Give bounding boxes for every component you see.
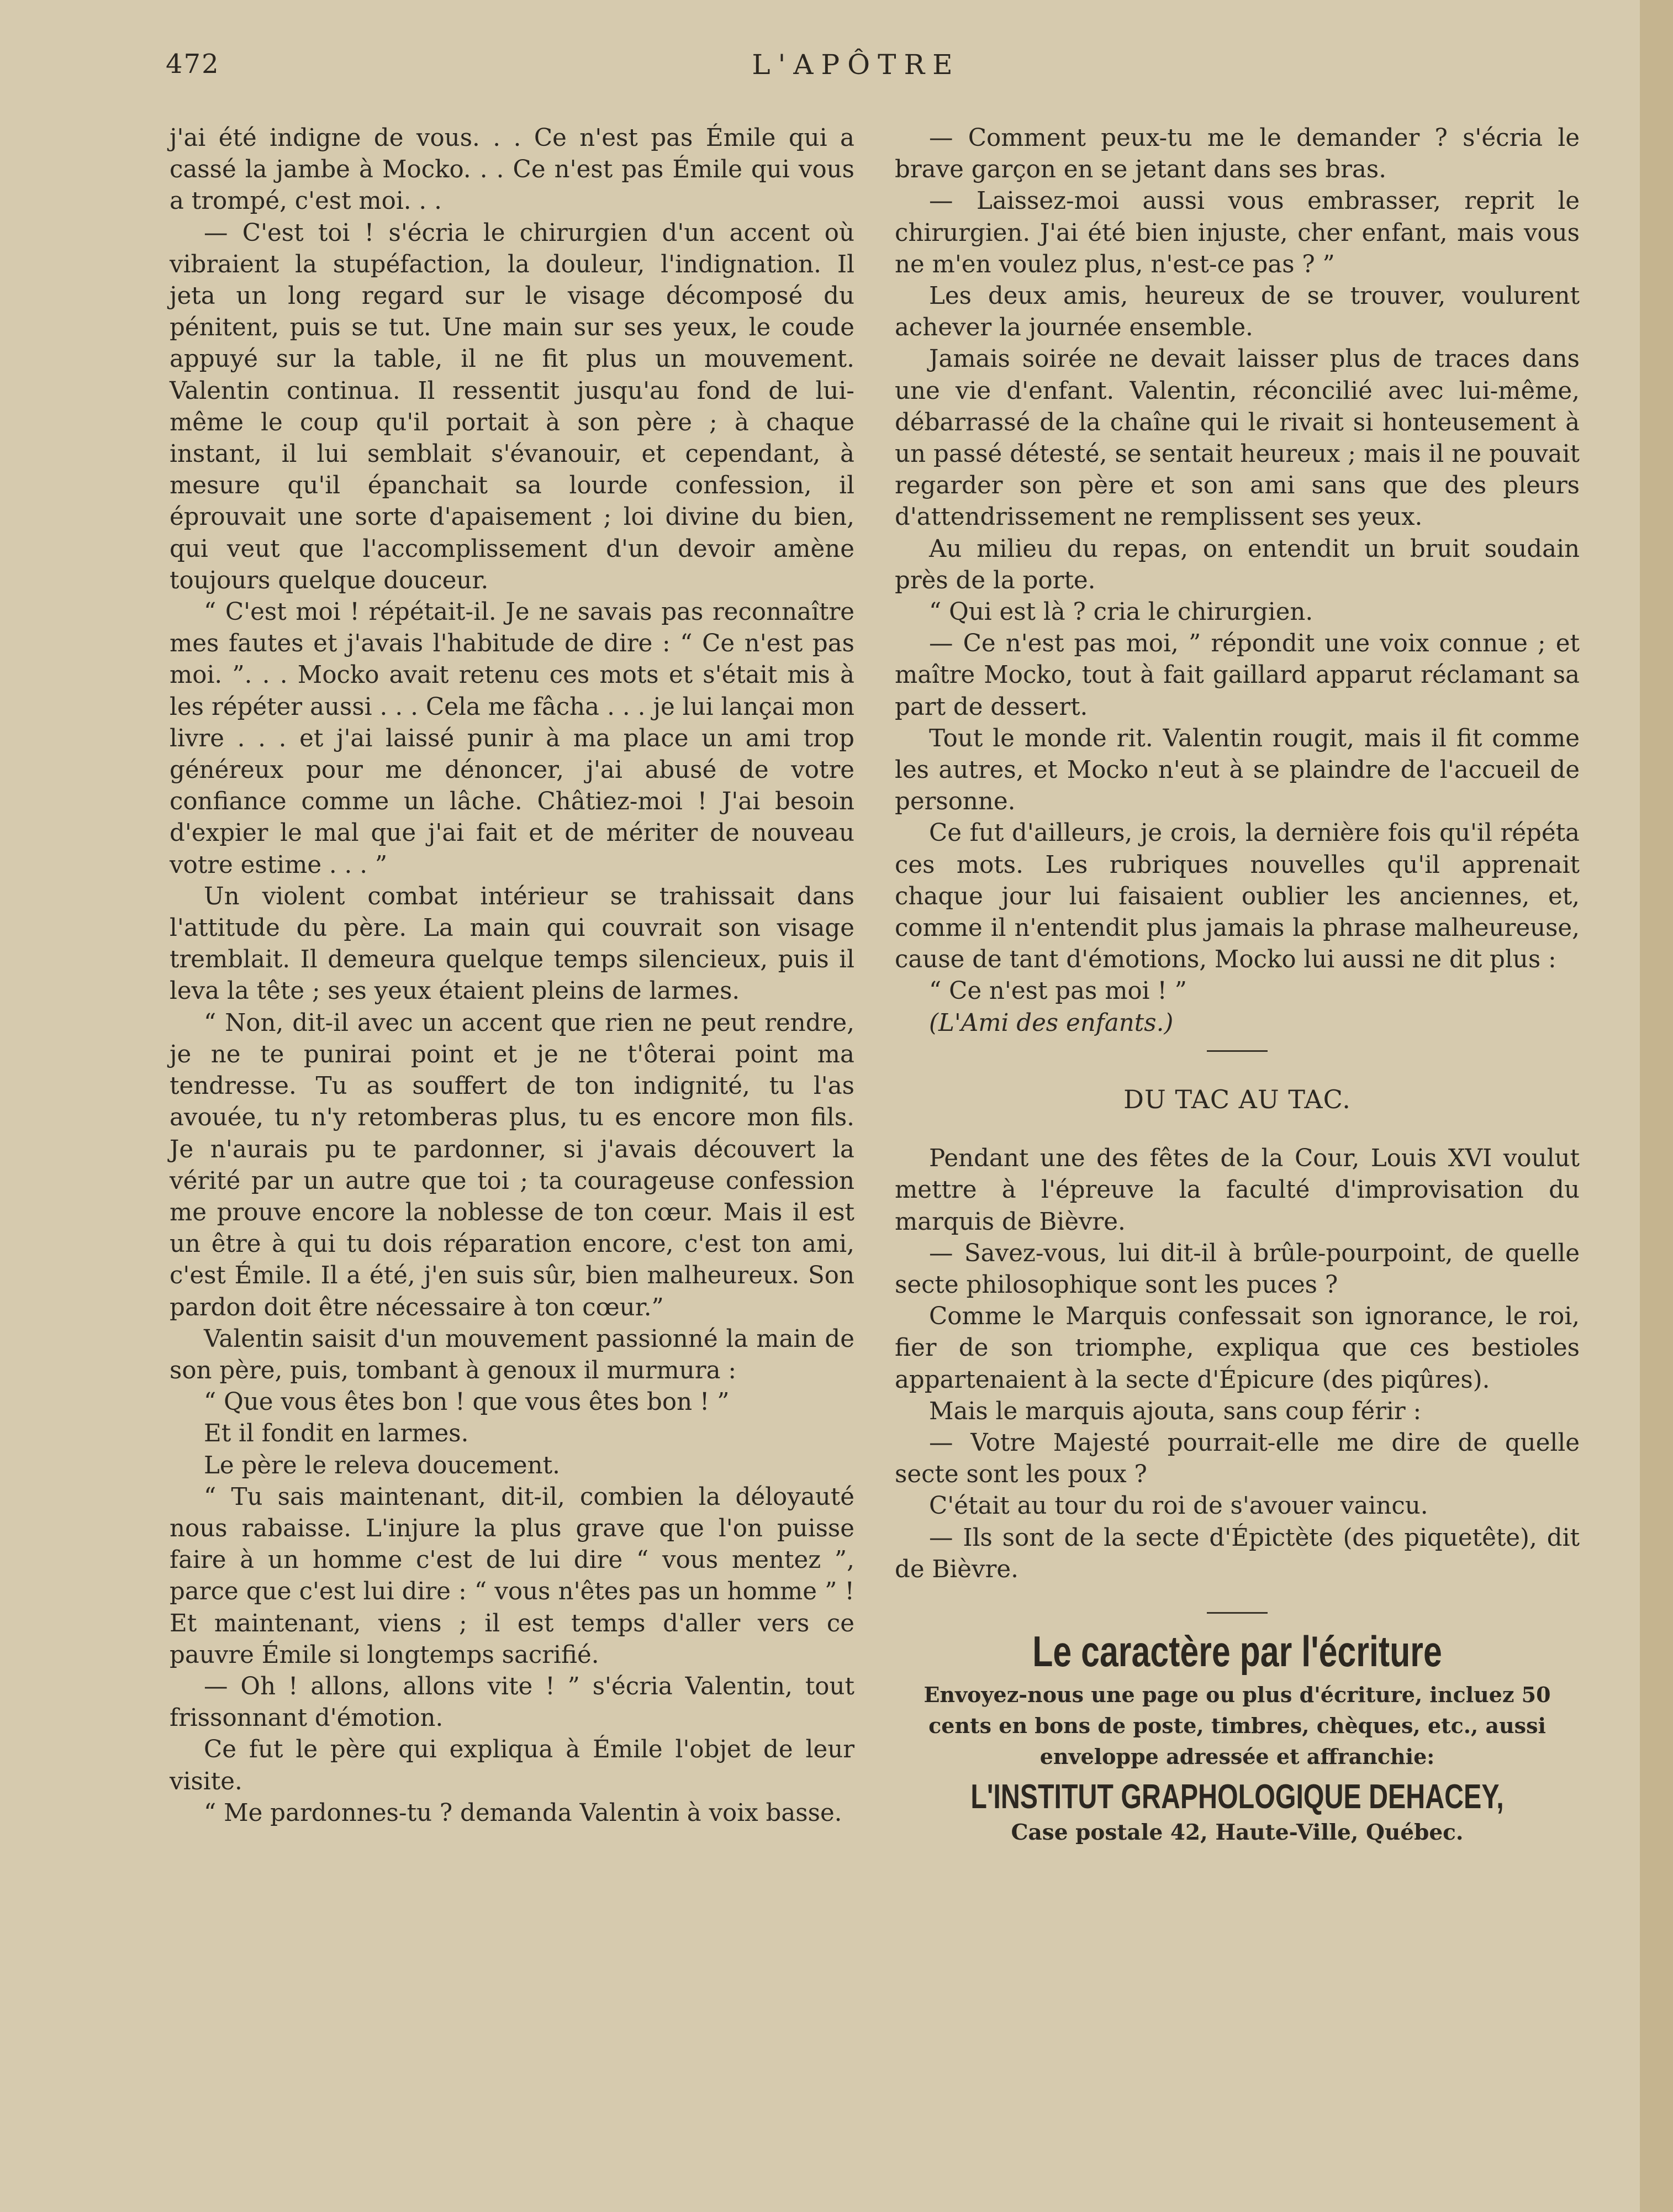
section-divider <box>1207 1612 1268 1614</box>
paragraph: — C'est toi ! s'écria le chirurgien d'un accent où vibraient la stupéfaction, la douleur, l'indignation. Il jeta un long regard sur le visage décomposé du pénitent, puis se tut. Une main sur ses yeux, le coude appuyé sur la table, il ne fit plus un mouvement. Valentin continua. Il ressentit jusqu'au fond de lui-même le coup qu'il portait à son père ; à chaque instant, il lui semblait s'évanouir, et cependant, à mesure qu'il épanchait sa lourde confession, il éprouvait une sorte d'apaisement ; loi divine du bien, qui veut que l'accomplissement d'un devoir amène toujours quelque douceur. <box>170 219 854 594</box>
paragraph: Pendant une des fêtes de la Cour, Louis XVI voulut mettre à l'épreuve la faculté d'improvisation du marquis de Bièvre. <box>895 1145 1580 1236</box>
paragraph: “ Qui est là ? cria le chirurgien. <box>929 598 1313 626</box>
paragraph: — Comment peux-tu me le demander ? s'écria le brave garçon en se jetant dans ses bras. <box>895 124 1580 184</box>
paragraph: — Ils sont de la secte d'Épictète (des piquetête), dit de Bièvre. <box>895 1524 1580 1583</box>
paragraph: — Savez-vous, lui dit-il à brûle-pourpoint, de quelle secte philosophique sont les puces ? <box>895 1239 1580 1299</box>
page-header <box>166 49 1547 87</box>
paragraph: “ Que vous êtes bon ! que vous êtes bon ! ” <box>204 1388 730 1416</box>
left-column <box>170 123 854 1829</box>
paragraph: — Ce n'est pas moi, ” répondit une voix connue ; et maître Mocko, tout à fait gaillard apparut réclamant sa part de dessert. <box>895 630 1580 721</box>
running-title: L'APÔTRE <box>752 49 960 81</box>
ad-title: Le caractère par l'écriture <box>1032 1626 1442 1676</box>
paragraph: C'était au tour du roi de s'avouer vaincu. <box>929 1492 1428 1520</box>
paragraph: Au milieu du repas, on entendit un bruit soudain près de la porte. <box>895 535 1580 594</box>
page-number: 472 <box>166 49 220 80</box>
paragraph: — Oh ! allons, allons vite ! ” s'écria Valentin, tout frissonnant d'émotion. <box>170 1672 854 1732</box>
paragraph: “ Ce n'est pas moi ! ” <box>929 977 1187 1005</box>
paragraph: Valentin saisit d'un mouvement passionné la main de son père, puis, tombant à genoux il murmura : <box>170 1325 854 1384</box>
paragraph: Le père le releva doucement. <box>204 1451 560 1479</box>
paragraph: — Laissez-moi aussi vous embrasser, reprit le chirurgien. J'ai été bien injuste, cher enfant, mais vous ne m'en voulez plus, n'est-ce pas ? ” <box>895 187 1580 278</box>
section-divider <box>1207 1050 1268 1052</box>
advertisement <box>895 1626 1580 1848</box>
paragraph: Jamais soirée ne devait laisser plus de traces dans une vie d'enfant. Valentin, réconcilié avec lui-même, débarrassé de la chaîne qui le rivait si honteusement à un passé détesté, se sentait heureux ; mais il ne pouvait regarder son père et son ami sans que des pleurs d'attendrissement ne remplissent ses yeux. <box>895 345 1580 531</box>
paragraph: Tout le monde rit. Valentin rougit, mais il fit comme les autres, et Mocko n'eut à se plaindre de l'accueil de personne. <box>895 724 1580 816</box>
paragraph: Ce fut le père qui expliqua à Émile l'objet de leur visite. <box>170 1736 854 1795</box>
ad-body: Envoyez-nous une page ou plus d'écriture, incluez 50 cents en bons de poste, timbres, chèques, etc., aussi enveloppe adressée et affranchie: <box>923 1682 1551 1769</box>
paragraph: — Votre Majesté pourrait-elle me dire de quelle secte sont les poux ? <box>895 1429 1580 1489</box>
paragraph: “ Tu sais maintenant, dit-il, combien la déloyauté nous rabaisse. L'injure la plus grave que l'on puisse faire à un homme c'est de lui dire “ vous mentez ”, parce que c'est lui dire : “ vous n'êtes pas un homme ” ! Et maintenant, viens ; il est temps d'aller vers ce pauvre Émile si longtemps sacrifié. <box>170 1483 854 1669</box>
paragraph: Mais le marquis ajouta, sans coup férir : <box>929 1397 1422 1425</box>
page-edge <box>1640 0 1673 2212</box>
ad-institute: L'INSTITUT GRAPHOLOGIQUE DEHACEY, <box>970 1778 1504 1816</box>
right-column <box>895 123 1580 1848</box>
source-citation: (L'Ami des enfants.) <box>929 1009 1174 1037</box>
section-title: DU TAC AU TAC. <box>1123 1084 1351 1114</box>
paragraph: “ Non, dit-il avec un accent que rien ne peut rendre, je ne te punirai point et je ne t'ôterai point ma tendresse. Tu as souffert de ton indignité, tu l'as avouée, tu n'y retomberas plus, tu es encore mon fils. Je n'aurais pu te pardonner, si j'avais découvert la vérité par un autre que toi ; ta courageuse confession me prouve encore la noblesse de ton cœur. Mais il est un être à qui tu dois réparation encore, c'est ton ami, c'est Émile. Il a été, j'en suis sûr, bien malheureux. Son pardon doit être nécessaire à ton cœur.” <box>170 1009 854 1321</box>
paragraph: Et il fondit en larmes. <box>204 1420 469 1448</box>
paragraph: Les deux amis, heureux de se trouver, voulurent achever la journée ensemble. <box>895 282 1580 342</box>
paragraph: “ C'est moi ! répétait-il. Je ne savais pas reconnaître mes fautes et j'avais l'habitude de dire : “ Ce n'est pas moi. ”. . . Mocko avait retenu ces mots et s'était mis à les répéter aussi . . . Cela me fâcha . . . je lui lançai mon livre . . . et j'ai laissé punir à ma place un ami trop généreux pour me dénoncer, j'ai abusé de votre confiance comme un lâche. Châtiez-moi ! J'ai besoin d'expier le mal que j'ai fait et de mériter de nouveau votre estime . . . ” <box>170 598 854 879</box>
paragraph: “ Me pardonnes-tu ? demanda Valentin à voix basse. <box>204 1799 842 1827</box>
paragraph: Comme le Marquis confessait son ignorance, le roi, fier de son triomphe, expliqua que ces bestioles appartenaient à la secte d'Épicure (des piqûres). <box>895 1303 1580 1394</box>
paragraph: Ce fut d'ailleurs, je crois, la dernière fois qu'il répéta ces mots. Les rubriques nouvelles qu'il apprenait chaque jour lui faisaient oublier les anciennes, et, comme il n'entendit plus jamais la phrase malheureuse, cause de tant d'émotions, Mocko lui aussi ne dit plus : <box>895 819 1580 974</box>
paragraph: Un violent combat intérieur se trahissait dans l'attitude du père. La main qui couvrait son visage tremblait. Il demeura quelque temps silencieux, puis il leva la tête ; ses yeux étaient pleins de larmes. <box>170 882 854 1005</box>
paragraph: j'ai été indigne de vous. . . Ce n'est pas Émile qui a cassé la jambe à Mocko. . . Ce n'est pas Émile qui vous a trompé, c'est moi. . . <box>170 124 854 215</box>
ad-address: Case postale 42, Haute-Ville, Québec. <box>1011 1820 1464 1846</box>
